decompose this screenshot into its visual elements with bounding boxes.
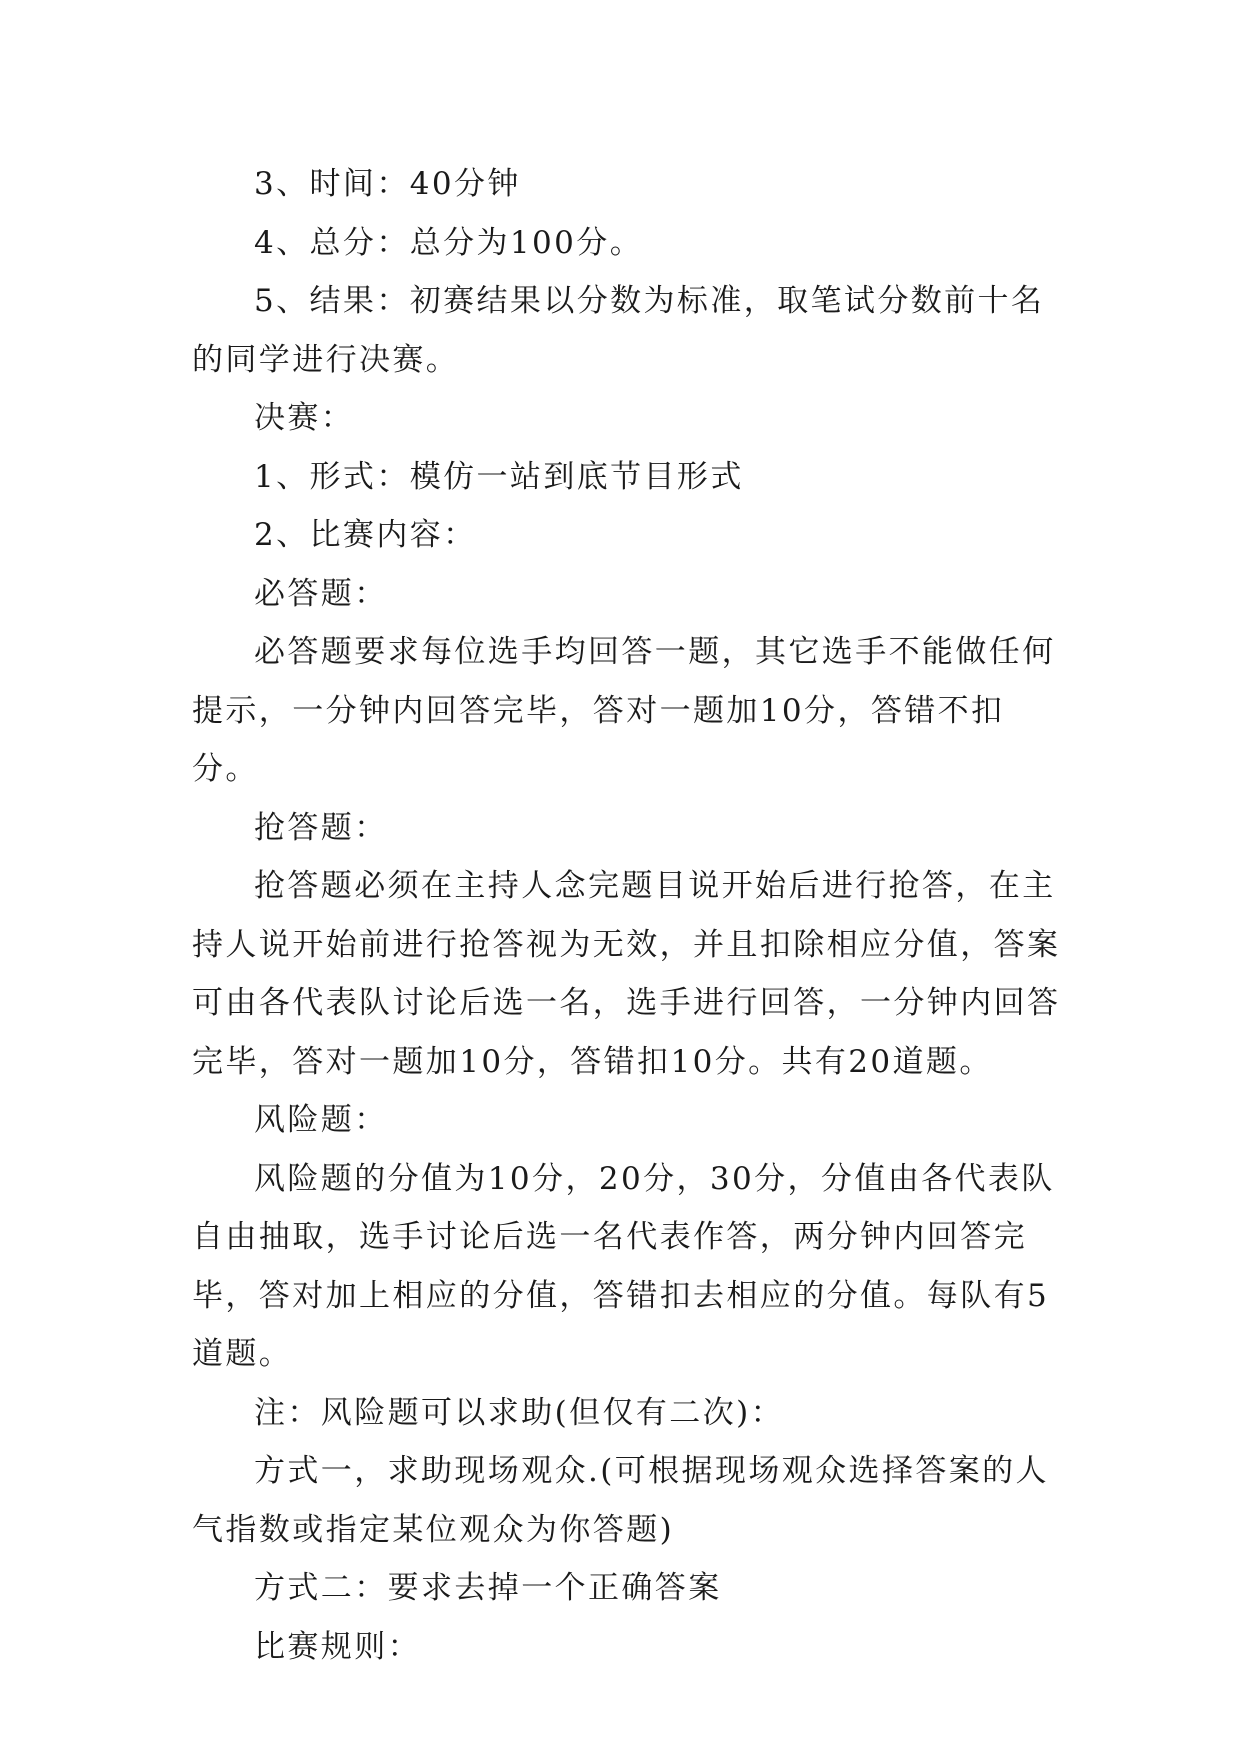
paragraph: 1、形式：模仿一站到底节目形式: [254, 458, 744, 495]
paragraph: 5、结果：初赛结果以分数为标准，取笔试分数前十名的同学进行决赛。: [192, 283, 1045, 378]
paragraph: 3、时间：40分钟: [254, 166, 521, 202]
paragraph: 2、比赛内容：: [254, 517, 477, 553]
paragraph: 方式一，求助现场观众.(可根据现场观众选择答案的人气指数或指定某位观众为你答题): [192, 1453, 1049, 1548]
subheading-risk-questions: 风险题：: [254, 1102, 388, 1138]
subheading-rules: 比赛规则：: [254, 1628, 421, 1665]
paragraph: 风险题的分值为10分，20分，30分，分值由各代表队自由抽取，选手讨论后选一名代表作答，两分钟内回答完毕，答对加上相应的分值，答错扣去相应的分值。每队有5道题。: [192, 1160, 1055, 1372]
paragraph: 抢答题必须在主持人念完题目说开始后进行抢答，在主持人说开始前进行抢答视为无效，并且扣除相应分值，答案可由各代表队讨论后选一名，选手进行回答，一分钟内回答完毕，答对一题加10分，答错扣10分。共有20道题。: [192, 868, 1061, 1080]
paragraph: 4、总分：总分为100分。: [254, 224, 644, 261]
subheading-required-questions: 必答题：: [254, 575, 388, 612]
subheading-buzzer-questions: 抢答题：: [254, 809, 388, 846]
note: 注：风险题可以求助(但仅有二次)：: [254, 1394, 784, 1431]
paragraph: 必答题要求每位选手均回答一题，其它选手不能做任何提示，一分钟内回答完毕，答对一题加10分，答错不扣分。: [192, 634, 1056, 787]
paragraph: 方式二：要求去掉一个正确答案: [254, 1570, 722, 1606]
document-body: [192, 155, 1062, 1676]
section-heading-final: 决赛：: [254, 400, 355, 436]
